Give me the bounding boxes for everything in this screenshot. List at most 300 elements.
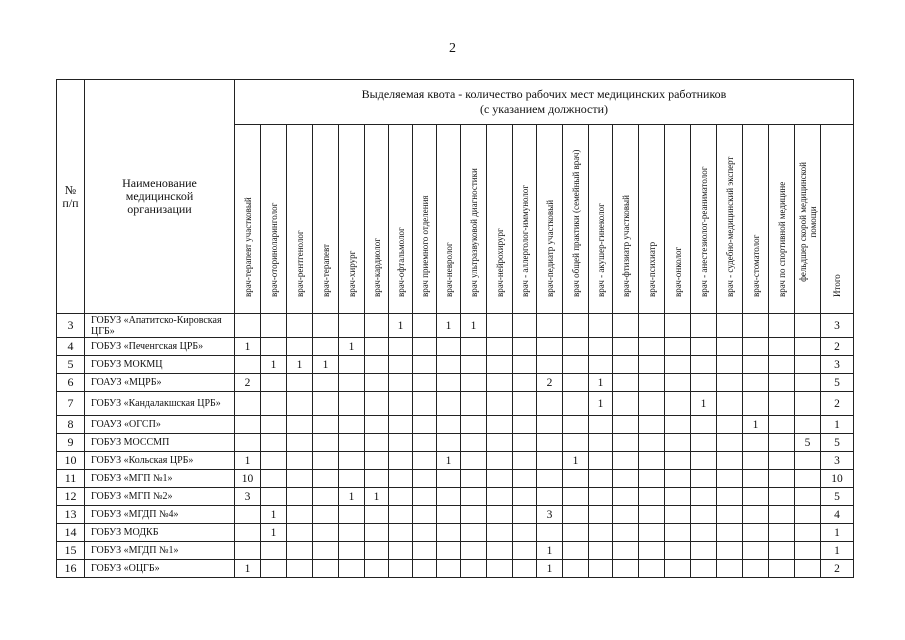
quota-cell xyxy=(437,488,461,506)
quota-cell xyxy=(795,338,821,356)
quota-cell: 1 xyxy=(261,524,287,542)
quota-cell xyxy=(795,560,821,578)
organization-name: ГОБУЗ «МГДП №4» xyxy=(85,506,235,524)
quota-cell xyxy=(287,542,313,560)
quota-cell xyxy=(261,374,287,392)
quota-cell xyxy=(365,416,389,434)
quota-cell xyxy=(717,314,743,338)
quota-cell xyxy=(639,416,665,434)
quota-cell xyxy=(743,338,769,356)
quota-cell xyxy=(365,392,389,416)
quota-cell xyxy=(563,488,589,506)
row-number: 4 xyxy=(57,338,85,356)
quota-cell xyxy=(717,374,743,392)
quota-cell xyxy=(691,542,717,560)
quota-cell xyxy=(613,506,639,524)
quota-cell xyxy=(717,356,743,374)
quota-cell xyxy=(639,470,665,488)
quota-cell xyxy=(313,452,339,470)
quota-cell xyxy=(313,524,339,542)
quota-cell xyxy=(743,560,769,578)
position-header xyxy=(487,125,513,314)
quota-cell xyxy=(537,416,563,434)
quota-cell: 1 xyxy=(339,338,365,356)
quota-cell xyxy=(563,356,589,374)
quota-cell xyxy=(287,374,313,392)
position-header xyxy=(691,125,717,314)
quota-cell xyxy=(537,434,563,452)
quota-cell xyxy=(613,452,639,470)
quota-cell xyxy=(235,416,261,434)
quota-cell xyxy=(365,560,389,578)
quota-cell xyxy=(613,374,639,392)
quota-cell xyxy=(613,338,639,356)
quota-cell xyxy=(413,452,437,470)
quota-cell xyxy=(613,416,639,434)
quota-cell xyxy=(665,434,691,452)
quota-cell xyxy=(339,374,365,392)
position-label: врач ультразвуковой диагностики xyxy=(468,168,479,297)
quota-cell xyxy=(513,338,537,356)
quota-cell xyxy=(717,506,743,524)
quota-cell xyxy=(313,560,339,578)
table-row xyxy=(57,356,854,374)
quota-cell xyxy=(461,542,487,560)
quota-cell xyxy=(589,542,613,560)
quota-cell xyxy=(437,434,461,452)
position-header xyxy=(795,125,821,314)
quota-cell xyxy=(665,542,691,560)
row-number: 13 xyxy=(57,506,85,524)
position-label: врач-фтизиатр участковый xyxy=(620,195,631,297)
quota-cell xyxy=(461,356,487,374)
quota-cell xyxy=(339,524,365,542)
quota-cell xyxy=(769,434,795,452)
row-number: 10 xyxy=(57,452,85,470)
quota-cell xyxy=(461,374,487,392)
quota-cell xyxy=(769,452,795,470)
quota-cell xyxy=(261,314,287,338)
quota-cell xyxy=(287,434,313,452)
quota-cell xyxy=(487,560,513,578)
quota-cell xyxy=(313,338,339,356)
quota-cell xyxy=(413,338,437,356)
quota-cell xyxy=(613,488,639,506)
position-label: врач-терапевт xyxy=(320,244,331,297)
quota-cell xyxy=(413,470,437,488)
row-number: 11 xyxy=(57,470,85,488)
quota-cell xyxy=(691,338,717,356)
quota-header: Выделяемая квота - количество рабочих мест медицинских работников (с указанием должности) xyxy=(235,80,854,125)
quota-cell: 1 xyxy=(235,338,261,356)
quota-cell xyxy=(639,392,665,416)
quota-cell xyxy=(513,416,537,434)
quota-cell xyxy=(717,524,743,542)
position-header xyxy=(769,125,795,314)
quota-cell xyxy=(389,416,413,434)
quota-cell xyxy=(717,560,743,578)
position-label: врач-кардиолог xyxy=(371,238,382,297)
quota-cell xyxy=(487,488,513,506)
quota-cell xyxy=(743,374,769,392)
table-row xyxy=(57,452,854,470)
quota-cell xyxy=(639,314,665,338)
row-total: 1 xyxy=(821,416,854,434)
quota-cell: 1 xyxy=(589,392,613,416)
quota-cell xyxy=(437,542,461,560)
quota-cell xyxy=(613,560,639,578)
position-header xyxy=(413,125,437,314)
quota-cell xyxy=(795,416,821,434)
row-total: 3 xyxy=(821,356,854,374)
quota-cell xyxy=(743,524,769,542)
quota-cell xyxy=(487,434,513,452)
quota-cell: 2 xyxy=(235,374,261,392)
quota-cell xyxy=(235,356,261,374)
quota-cell xyxy=(513,488,537,506)
table-body xyxy=(57,314,854,578)
quota-cell xyxy=(665,338,691,356)
quota-cell xyxy=(413,416,437,434)
quota-cell xyxy=(691,374,717,392)
quota-cell xyxy=(717,338,743,356)
quota-cell xyxy=(743,470,769,488)
quota-cell xyxy=(413,560,437,578)
quota-cell: 10 xyxy=(235,470,261,488)
quota-cell xyxy=(461,392,487,416)
quota-cell xyxy=(769,416,795,434)
position-header xyxy=(389,125,413,314)
quota-cell: 1 xyxy=(589,374,613,392)
quota-cell xyxy=(287,506,313,524)
row-number: 5 xyxy=(57,356,85,374)
quota-cell xyxy=(389,374,413,392)
quota-cell xyxy=(413,374,437,392)
organization-name: ГОБУЗ МОДКБ xyxy=(85,524,235,542)
table-row xyxy=(57,524,854,542)
quota-cell: 1 xyxy=(691,392,717,416)
row-number: 12 xyxy=(57,488,85,506)
quota-cell xyxy=(365,452,389,470)
quota-cell xyxy=(261,452,287,470)
quota-cell xyxy=(365,314,389,338)
quota-cell xyxy=(589,356,613,374)
quota-cell xyxy=(389,452,413,470)
quota-cell xyxy=(639,374,665,392)
quota-cell xyxy=(287,470,313,488)
position-label: врач-педиатр участковый xyxy=(544,199,555,297)
quota-cell xyxy=(389,470,413,488)
quota-cell: 1 xyxy=(339,488,365,506)
table-row xyxy=(57,338,854,356)
quota-cell xyxy=(487,314,513,338)
position-label: врач-невролог xyxy=(443,242,454,297)
quota-cell: 1 xyxy=(235,560,261,578)
quota-cell: 1 xyxy=(287,356,313,374)
quota-cell xyxy=(513,356,537,374)
quota-cell xyxy=(513,470,537,488)
position-header xyxy=(437,125,461,314)
quota-cell xyxy=(743,434,769,452)
quota-cell xyxy=(769,524,795,542)
quota-cell xyxy=(717,416,743,434)
quota-cell: 1 xyxy=(563,452,589,470)
position-header xyxy=(461,125,487,314)
quota-cell xyxy=(589,338,613,356)
quota-cell xyxy=(487,356,513,374)
quota-cell xyxy=(665,314,691,338)
row-total: 2 xyxy=(821,338,854,356)
quota-cell xyxy=(563,542,589,560)
quota-cell xyxy=(461,434,487,452)
quota-cell xyxy=(665,560,691,578)
quota-cell xyxy=(437,338,461,356)
quota-cell xyxy=(743,506,769,524)
row-number: 16 xyxy=(57,560,85,578)
quota-cell: 1 xyxy=(389,314,413,338)
quota-cell xyxy=(261,338,287,356)
quota-cell xyxy=(691,470,717,488)
row-total: 3 xyxy=(821,452,854,470)
quota-cell xyxy=(389,560,413,578)
quota-cell xyxy=(437,416,461,434)
quota-cell xyxy=(461,452,487,470)
quota-cell xyxy=(589,488,613,506)
table-row xyxy=(57,434,854,452)
quota-cell xyxy=(287,338,313,356)
quota-cell xyxy=(513,392,537,416)
quota-table xyxy=(56,79,854,578)
quota-cell xyxy=(639,452,665,470)
position-header xyxy=(339,125,365,314)
quota-cell xyxy=(639,338,665,356)
quota-cell xyxy=(365,506,389,524)
quota-cell xyxy=(563,374,589,392)
quota-cell: 1 xyxy=(461,314,487,338)
quota-cell xyxy=(795,314,821,338)
quota-cell xyxy=(339,434,365,452)
table-row xyxy=(57,506,854,524)
quota-cell xyxy=(589,416,613,434)
quota-cell xyxy=(461,524,487,542)
quota-cell: 3 xyxy=(235,488,261,506)
quota-cell: 1 xyxy=(235,452,261,470)
row-total: 1 xyxy=(821,524,854,542)
quota-cell xyxy=(639,506,665,524)
quota-cell xyxy=(339,560,365,578)
quota-cell xyxy=(339,416,365,434)
quota-cell xyxy=(513,314,537,338)
quota-cell xyxy=(795,542,821,560)
row-number: 6 xyxy=(57,374,85,392)
quota-cell xyxy=(389,392,413,416)
quota-cell xyxy=(563,338,589,356)
quota-cell xyxy=(313,374,339,392)
quota-cell xyxy=(639,434,665,452)
quota-cell xyxy=(487,416,513,434)
quota-cell xyxy=(537,470,563,488)
quota-cell xyxy=(743,452,769,470)
quota-cell: 1 xyxy=(437,452,461,470)
quota-cell xyxy=(487,374,513,392)
position-header xyxy=(589,125,613,314)
quota-cell xyxy=(437,392,461,416)
row-total: 2 xyxy=(821,392,854,416)
quota-cell xyxy=(717,392,743,416)
quota-cell xyxy=(487,542,513,560)
quota-cell xyxy=(537,488,563,506)
quota-cell xyxy=(717,434,743,452)
row-total: 5 xyxy=(821,488,854,506)
quota-cell xyxy=(339,542,365,560)
quota-cell xyxy=(769,314,795,338)
quota-cell xyxy=(313,434,339,452)
quota-cell xyxy=(769,338,795,356)
row-number: 7 xyxy=(57,392,85,416)
position-label: врач-онколог xyxy=(672,246,683,297)
row-number: 8 xyxy=(57,416,85,434)
quota-cell xyxy=(589,470,613,488)
quota-cell xyxy=(513,434,537,452)
quota-cell xyxy=(313,314,339,338)
quota-cell: 1 xyxy=(743,416,769,434)
table-row xyxy=(57,488,854,506)
position-header xyxy=(743,125,769,314)
quota-cell xyxy=(613,392,639,416)
quota-cell xyxy=(513,374,537,392)
position-label: врач-терапевт участковый xyxy=(242,197,253,297)
quota-cell xyxy=(339,452,365,470)
position-header xyxy=(821,125,854,314)
position-header xyxy=(639,125,665,314)
quota-cell xyxy=(769,560,795,578)
position-label: врач - судебно-медицинский эксперт xyxy=(724,156,735,297)
quota-cell xyxy=(339,392,365,416)
quota-cell xyxy=(365,338,389,356)
quota-cell xyxy=(487,452,513,470)
quota-cell xyxy=(389,488,413,506)
quota-cell xyxy=(339,356,365,374)
position-header xyxy=(313,125,339,314)
quota-cell xyxy=(639,542,665,560)
quota-cell xyxy=(413,392,437,416)
quota-cell xyxy=(665,506,691,524)
quota-cell xyxy=(261,542,287,560)
quota-cell xyxy=(665,470,691,488)
quota-cell xyxy=(389,338,413,356)
quota-cell: 2 xyxy=(537,374,563,392)
quota-cell xyxy=(235,542,261,560)
quota-cell xyxy=(413,506,437,524)
quota-cell xyxy=(413,314,437,338)
quota-cell xyxy=(691,416,717,434)
quota-cell xyxy=(365,542,389,560)
quota-cell xyxy=(461,338,487,356)
quota-cell xyxy=(613,356,639,374)
quota-cell xyxy=(461,560,487,578)
quota-cell xyxy=(235,524,261,542)
position-label: врач - аллерголог-иммунолог xyxy=(519,184,530,297)
quota-cell xyxy=(563,470,589,488)
position-header xyxy=(365,125,389,314)
quota-cell xyxy=(487,506,513,524)
quota-cell xyxy=(769,488,795,506)
table-row xyxy=(57,392,854,416)
position-label: врач приемного отделения xyxy=(419,195,430,297)
quota-cell xyxy=(665,416,691,434)
quota-cell xyxy=(513,542,537,560)
organization-name: ГОБУЗ «Печенгская ЦРБ» xyxy=(85,338,235,356)
row-total: 1 xyxy=(821,542,854,560)
quota-cell xyxy=(613,434,639,452)
quota-cell xyxy=(313,542,339,560)
position-label: врач-оториноларинголог xyxy=(268,202,279,297)
quota-cell xyxy=(717,488,743,506)
quota-cell xyxy=(743,356,769,374)
quota-cell xyxy=(537,338,563,356)
quota-cell xyxy=(461,488,487,506)
quota-cell xyxy=(261,488,287,506)
quota-cell xyxy=(613,542,639,560)
quota-cell xyxy=(537,524,563,542)
row-total: 5 xyxy=(821,374,854,392)
quota-cell xyxy=(287,416,313,434)
quota-cell xyxy=(389,506,413,524)
position-label: врач-офтальмолог xyxy=(395,227,406,297)
quota-cell xyxy=(795,374,821,392)
position-header xyxy=(537,125,563,314)
position-header xyxy=(717,125,743,314)
quota-cell xyxy=(261,416,287,434)
quota-cell xyxy=(287,488,313,506)
quota-cell xyxy=(795,506,821,524)
quota-cell xyxy=(537,356,563,374)
quota-cell xyxy=(235,434,261,452)
position-label: врач-нейрохирург xyxy=(494,228,505,297)
quota-cell xyxy=(613,470,639,488)
position-label: врач-хирург xyxy=(346,250,357,297)
quota-cell xyxy=(795,392,821,416)
row-number: 3 xyxy=(57,314,85,338)
quota-cell xyxy=(795,470,821,488)
quota-cell xyxy=(665,488,691,506)
quota-cell xyxy=(795,524,821,542)
quota-cell xyxy=(365,356,389,374)
quota-cell xyxy=(365,470,389,488)
quota-cell xyxy=(563,392,589,416)
quota-cell xyxy=(691,560,717,578)
table-row xyxy=(57,374,854,392)
quota-cell: 3 xyxy=(537,506,563,524)
quota-cell xyxy=(563,434,589,452)
quota-cell: 5 xyxy=(795,434,821,452)
quota-cell: 1 xyxy=(261,506,287,524)
organization-name: ГОБУЗ МОКМЦ xyxy=(85,356,235,374)
quota-cell xyxy=(717,452,743,470)
quota-cell xyxy=(487,392,513,416)
quota-cell xyxy=(589,314,613,338)
row-total: 2 xyxy=(821,560,854,578)
quota-cell xyxy=(513,524,537,542)
quota-cell xyxy=(261,392,287,416)
quota-cell xyxy=(287,392,313,416)
position-label: врач - анестезиолог-реаниматолог xyxy=(698,166,709,297)
position-label: врач-рентгенолог xyxy=(294,230,305,297)
quota-cell xyxy=(665,452,691,470)
quota-cell xyxy=(461,470,487,488)
organization-name: ГОБУЗ «МГП №2» xyxy=(85,488,235,506)
quota-cell xyxy=(563,506,589,524)
